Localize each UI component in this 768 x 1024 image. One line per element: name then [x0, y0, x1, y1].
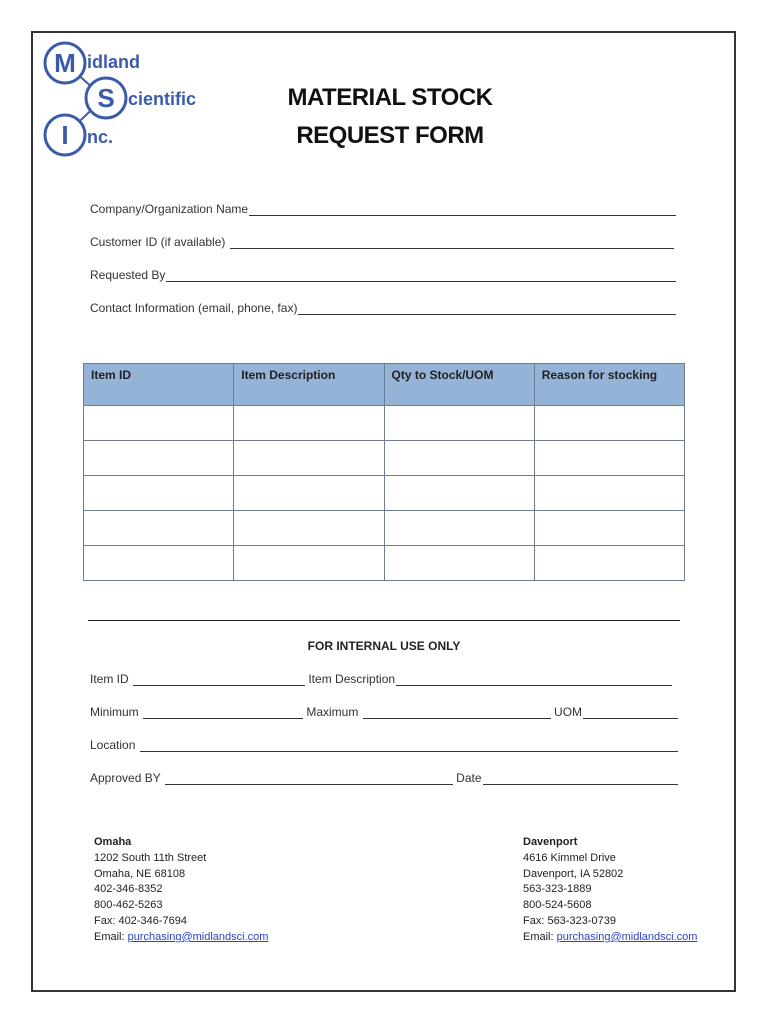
date-line[interactable] — [483, 772, 678, 785]
internal-minmax-row — [90, 705, 678, 719]
customer-id-label: Customer ID (if available) — [90, 235, 229, 249]
maximum-line[interactable] — [363, 706, 551, 719]
contact-info-label: Contact Information (email, phone, fax) — [90, 301, 298, 315]
contact-info-line[interactable] — [298, 302, 676, 315]
table-cell[interactable] — [384, 476, 534, 511]
table-cell[interactable] — [384, 511, 534, 546]
location-line[interactable] — [140, 739, 678, 752]
logo-word-nc: nc. — [87, 127, 114, 147]
table-cell[interactable] — [84, 511, 234, 546]
minimum-line[interactable] — [143, 706, 303, 719]
header-qty-uom: Qty to Stock/UOM — [384, 364, 534, 406]
internal-item-row — [90, 672, 672, 686]
office-email-line — [94, 930, 268, 946]
company-name-field[interactable] — [90, 202, 676, 216]
section-divider — [88, 620, 680, 621]
office-email-label: Email: — [94, 930, 128, 943]
office-name: Omaha — [94, 836, 132, 848]
logo-word-idland: idland — [87, 52, 140, 72]
header-item-description: Item Description — [234, 364, 384, 406]
customer-id-line[interactable] — [230, 236, 674, 249]
company-name-label: Company/Organization Name — [90, 202, 249, 216]
office-phone: 563-323-1889 — [523, 883, 592, 896]
page-title-line2: REQUEST FORM — [296, 122, 484, 149]
table-header-row — [84, 364, 685, 406]
office-phone-tollfree: 800-524-5608 — [523, 899, 592, 912]
office-davenport — [523, 835, 697, 946]
office-city: Omaha, NE 68108 — [94, 867, 186, 880]
minimum-label: Minimum — [90, 705, 143, 719]
uom-label: UOM — [550, 705, 583, 719]
table-cell[interactable] — [534, 476, 684, 511]
internal-item-id-label: Item ID — [90, 672, 133, 686]
table-cell[interactable] — [84, 406, 234, 441]
header-reason: Reason for stocking — [534, 364, 684, 406]
maximum-label: Maximum — [303, 705, 362, 719]
logo-letter-m: M — [54, 48, 76, 78]
office-email-line — [523, 930, 697, 946]
header-item-id: Item ID — [84, 364, 234, 406]
page-title-line1: MATERIAL STOCK — [287, 84, 493, 111]
table-cell[interactable] — [534, 406, 684, 441]
table-cell[interactable] — [534, 441, 684, 476]
table-row — [84, 546, 685, 581]
approval-row — [90, 771, 678, 785]
internal-item-id-line[interactable] — [133, 673, 305, 686]
company-logo — [38, 38, 238, 168]
table-cell[interactable] — [384, 406, 534, 441]
table-cell[interactable] — [234, 441, 384, 476]
table-cell[interactable] — [234, 476, 384, 511]
office-name: Davenport — [523, 836, 578, 848]
internal-item-description-line[interactable] — [396, 673, 672, 686]
office-street: 4616 Kimmel Drive — [523, 851, 616, 864]
table-row — [84, 511, 685, 546]
office-city: Davenport, IA 52802 — [523, 867, 624, 880]
office-email-link[interactable]: purchasing@midlandsci.com — [556, 930, 698, 943]
logo-letter-i: I — [61, 120, 69, 150]
uom-line[interactable] — [583, 706, 678, 719]
table-cell[interactable] — [234, 546, 384, 581]
office-phone: 402-346-8352 — [94, 883, 163, 896]
office-street: 1202 South 11th Street — [94, 851, 207, 864]
requested-by-field[interactable] — [90, 268, 676, 282]
table-row — [84, 406, 685, 441]
customer-id-field[interactable] — [90, 235, 674, 249]
items-table — [83, 363, 685, 581]
office-omaha — [94, 835, 268, 946]
table-cell[interactable] — [234, 511, 384, 546]
table-cell[interactable] — [384, 441, 534, 476]
internal-use-heading: FOR INTERNAL USE ONLY — [307, 639, 461, 653]
table-cell[interactable] — [84, 546, 234, 581]
table-cell[interactable] — [384, 546, 534, 581]
table-cell[interactable] — [84, 476, 234, 511]
table-cell[interactable] — [84, 441, 234, 476]
office-email-label: Email: — [523, 930, 557, 943]
approved-by-label: Approved BY — [90, 771, 164, 785]
table-cell[interactable] — [234, 406, 384, 441]
contact-info-field[interactable] — [90, 301, 676, 315]
internal-item-description-label: Item Description — [305, 672, 396, 686]
company-name-line[interactable] — [249, 203, 676, 216]
location-label: Location — [90, 738, 139, 752]
date-label: Date — [452, 771, 482, 785]
office-phone-tollfree: 800-462-5263 — [94, 899, 163, 912]
office-fax: Fax: 402-346-7694 — [94, 914, 187, 927]
logo-letter-s: S — [97, 83, 115, 113]
table-cell[interactable] — [534, 546, 684, 581]
location-field[interactable] — [90, 738, 678, 752]
office-email-link[interactable]: purchasing@midlandsci.com — [127, 930, 269, 943]
table-row — [84, 441, 685, 476]
approved-by-line[interactable] — [165, 772, 453, 785]
requested-by-line[interactable] — [166, 269, 676, 282]
table-cell[interactable] — [534, 511, 684, 546]
requested-by-label: Requested By — [90, 268, 166, 282]
office-fax: Fax: 563-323-0739 — [523, 914, 616, 927]
table-row — [84, 476, 685, 511]
logo-word-cientific: cientific — [128, 89, 197, 109]
